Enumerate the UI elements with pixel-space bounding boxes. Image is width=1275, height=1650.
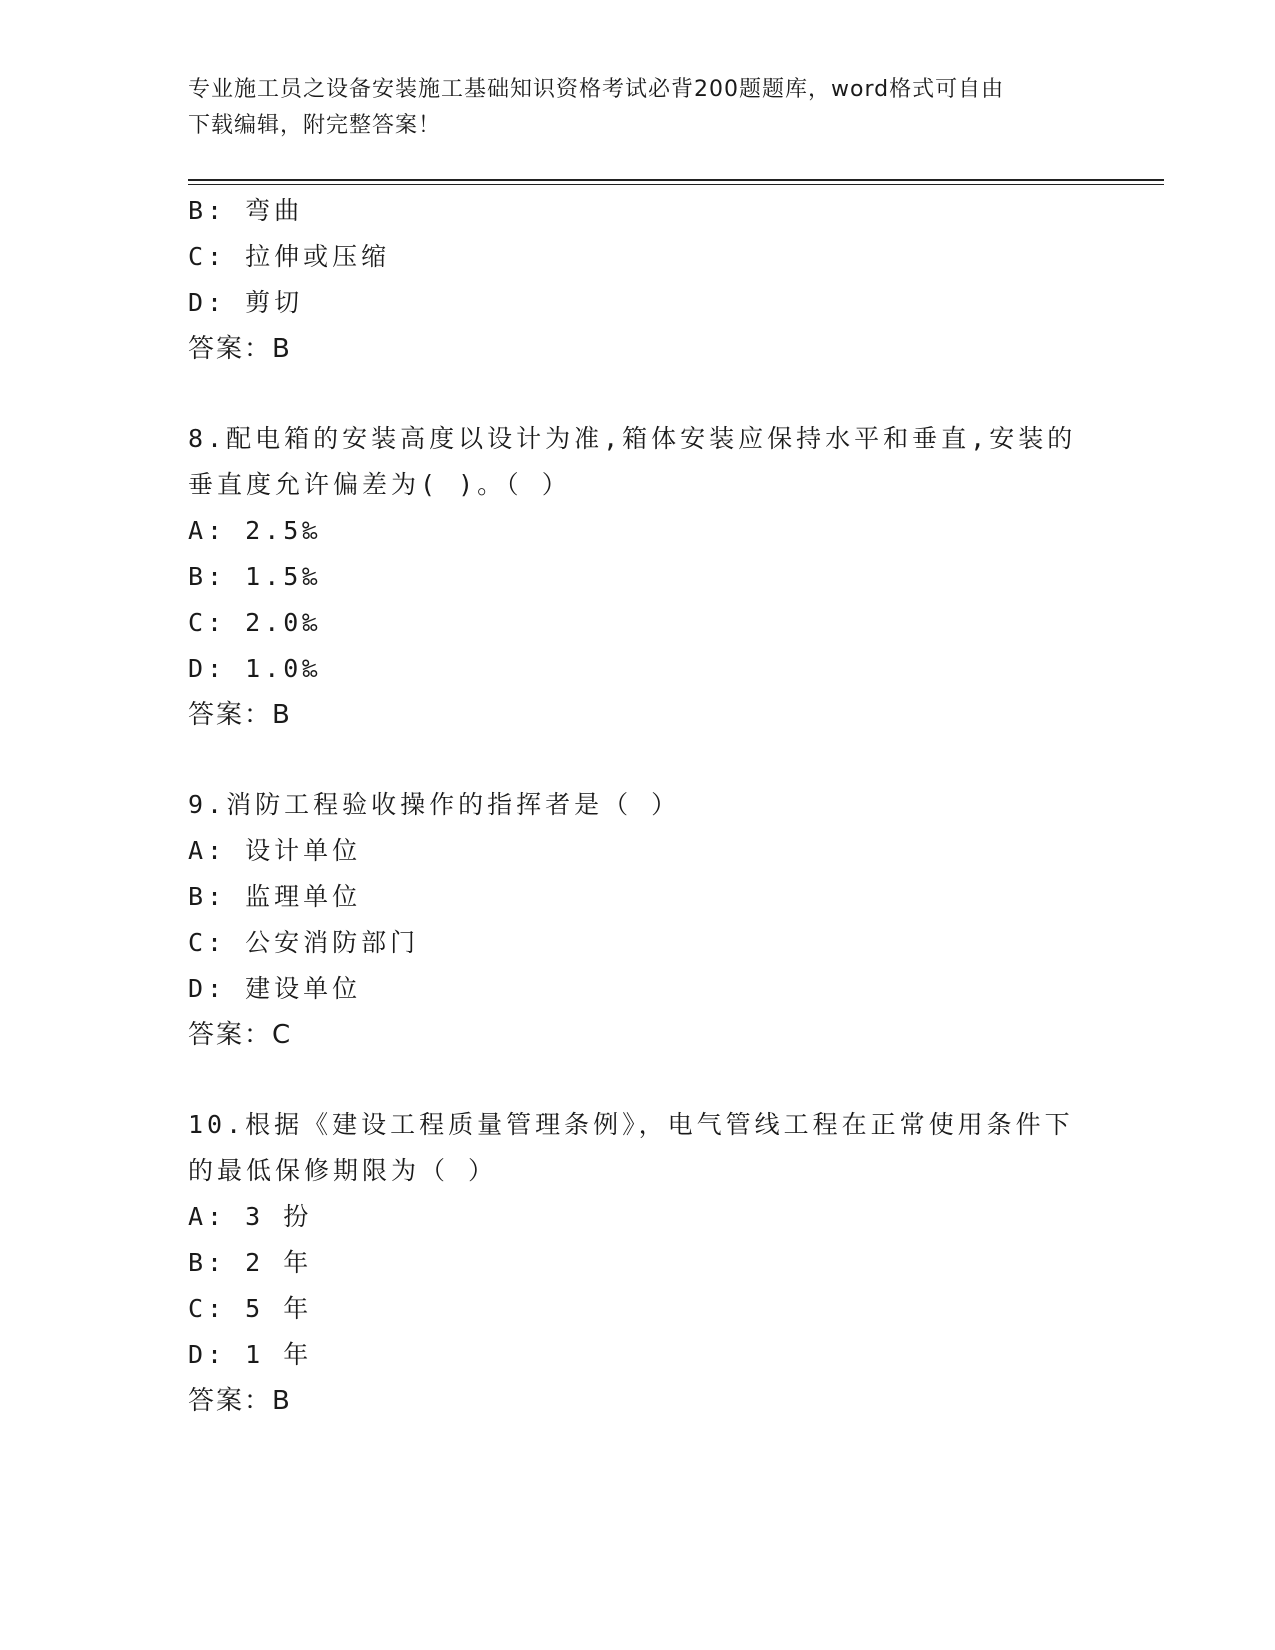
option-d: D: 剪切: [188, 288, 304, 317]
header-divider-thin: [188, 184, 1164, 185]
option-d: D: 建设单位: [188, 974, 362, 1003]
option-a: A: 设计单位: [188, 836, 362, 865]
question-8-block: [188, 416, 1088, 738]
option-a: A: 3 扮: [188, 1202, 313, 1231]
answer-line: 答案：B: [188, 1386, 292, 1416]
question-10-block: [188, 1102, 1088, 1424]
option-c: C: 5 年: [188, 1294, 313, 1323]
option-b: B: 监理单位: [188, 882, 362, 911]
option-c: C: 2.0‰: [188, 608, 322, 637]
option-b: B: 1.5‰: [188, 562, 322, 591]
option-c: C: 拉伸或压缩: [188, 242, 391, 271]
answer-line: 答案：B: [188, 700, 292, 730]
answer-line: 答案：C: [188, 1020, 293, 1050]
option-b: B: 弯曲: [188, 196, 304, 225]
option-b: B: 2 年: [188, 1248, 313, 1277]
document-header: 专业施工员之设备安装施工基础知识资格考试必背200题题库，word格式可自由 下载编辑，附完整答案！: [188, 77, 1005, 138]
question-9-block: [188, 782, 1088, 1058]
answer-line: 答案：B: [188, 334, 292, 364]
question-text: 10.根据《建设工程质量管理条例》，电气管线工程在正常使用条件下 的最低保修期限为（ ）: [188, 1110, 1074, 1185]
question-list: [188, 188, 1088, 1424]
question-text: 8.配电箱的安装高度以设计为准,箱体安装应保持水平和垂直,安装的 垂直度允许偏差为( )。（ ）: [188, 424, 1077, 499]
option-d: D: 1 年: [188, 1340, 313, 1369]
option-a: A: 2.5‰: [188, 516, 322, 545]
question-text: 9.消防工程验收操作的指挥者是（ ）: [188, 790, 681, 819]
question-7-block: [188, 188, 1088, 372]
header-divider-thick: [188, 179, 1164, 181]
option-d: D: 1.0‰: [188, 654, 322, 683]
option-c: C: 公安消防部门: [188, 928, 420, 957]
